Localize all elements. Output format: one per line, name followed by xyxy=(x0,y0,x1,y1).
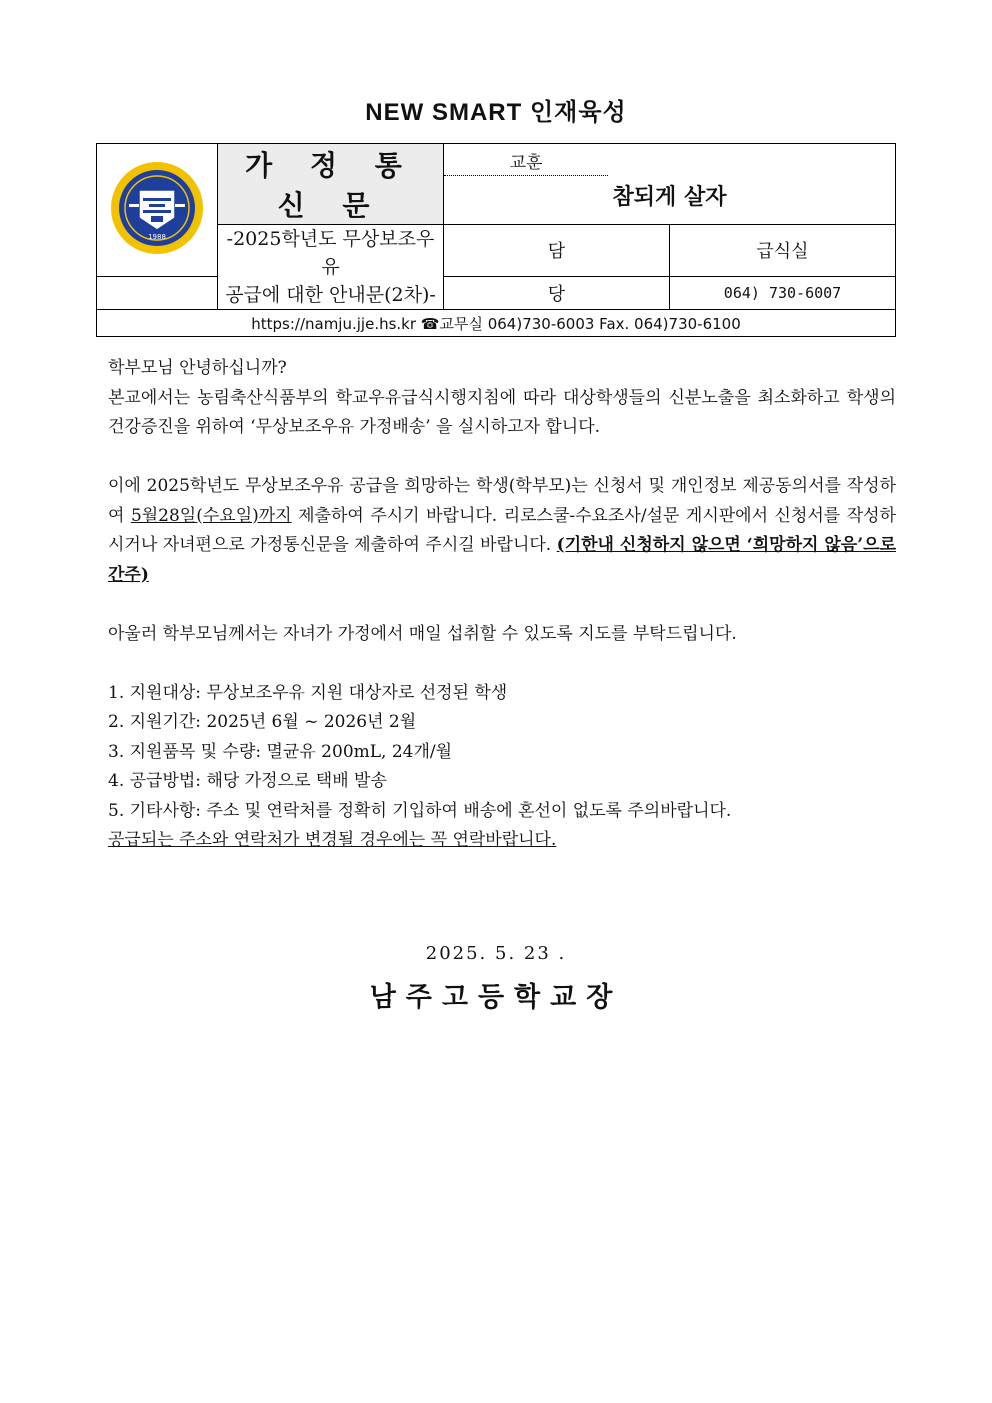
school-logo-cell xyxy=(97,144,218,277)
letter-body xyxy=(108,354,896,856)
letter-header xyxy=(96,143,896,337)
greeting: 학부모님 안녕하십니까? xyxy=(108,358,287,378)
paragraph-2-part-a: 이에 2025학년도 무상보조우유 공급을 희망하는 학생(학부모)는 신청서 및 개인정보 제공동의서를 작성하여 xyxy=(108,476,896,526)
deadline: 5월28일(수요일)까지 xyxy=(130,505,292,526)
list-item: 4. 공급방법: 해당 가정으로 택배 발송 xyxy=(108,771,387,791)
subtitle-line-2: 공급에 대한 안내문(2차)- xyxy=(225,284,436,306)
signer: 남주고등학교장 xyxy=(369,982,623,1013)
logo-cell-spacer xyxy=(97,276,218,309)
paragraph-2 xyxy=(108,472,896,590)
list-item: 3. 지원품목 및 수량: 멸균유 200mL, 24개/월 xyxy=(108,741,453,762)
slogan: NEW SMART 인재육성 xyxy=(365,99,627,126)
school-logo xyxy=(109,160,205,256)
dept-name: 급식실 xyxy=(670,225,896,277)
dam-label: 담 xyxy=(444,225,670,277)
subtitle-line-1: -2025학년도 무상보조우유 xyxy=(226,228,435,278)
motto-label: 교훈 xyxy=(444,151,608,176)
paragraph-3: 아울러 학부모님께서는 자녀가 가정에서 매일 섭취할 수 있도록 지도를 부탁드립니다. xyxy=(108,623,737,644)
dept-phone: 064) 730-6007 xyxy=(670,276,896,309)
paragraph-1: 본교에서는 농림축산식품부의 학교우유급식시행지침에 따라 대상학생들의 신분노출을 최소화하고 학생의 건강증진을 위하여 ‘무상보조우유 가정배송’ 을 실시하고자 합니다. xyxy=(108,387,896,437)
motto-cell xyxy=(444,144,896,225)
logo-year: 1988 xyxy=(148,232,166,241)
list-item: 1. 지원대상: 무상보조우유 지원 대상자로 선정된 학생 xyxy=(108,682,508,703)
final-note: 공급되는 주소와 연락처가 변경될 경우에는 꼭 연락바랍니다. xyxy=(108,830,557,850)
document-title: 가 정 통 신 문 xyxy=(218,144,444,225)
paragraph-2-part-b: 제출하여 주시기 바랍니다. 리로스쿨-수요조사/설문 게시판에서 신청서를 작성하시거나 자녀편으로 가정통신문을 제출하여 주시길 바랍니다. xyxy=(108,505,896,555)
issue-date: 2025. 5. 23 . xyxy=(425,943,567,964)
list-item: 2. 지원기간: 2025년 6월 ~ 2026년 2월 xyxy=(108,712,417,732)
document-subtitle xyxy=(218,225,444,310)
contact-line: https://namju.jje.hs.kr ☎교무실 064)730-6003 Fax. 064)730-6100 xyxy=(97,310,896,337)
dang-label: 당 xyxy=(444,276,670,309)
list-item: 5. 기타사항: 주소 및 연락처를 정확히 기입하여 배송에 혼선이 없도록 주의바랍니다. xyxy=(108,800,732,821)
motto-text: 참되게 살자 xyxy=(612,183,727,210)
deadline-note: (기한내 신청하지 않으면 ‘희망하지 않음’으로 간주) xyxy=(108,535,896,585)
